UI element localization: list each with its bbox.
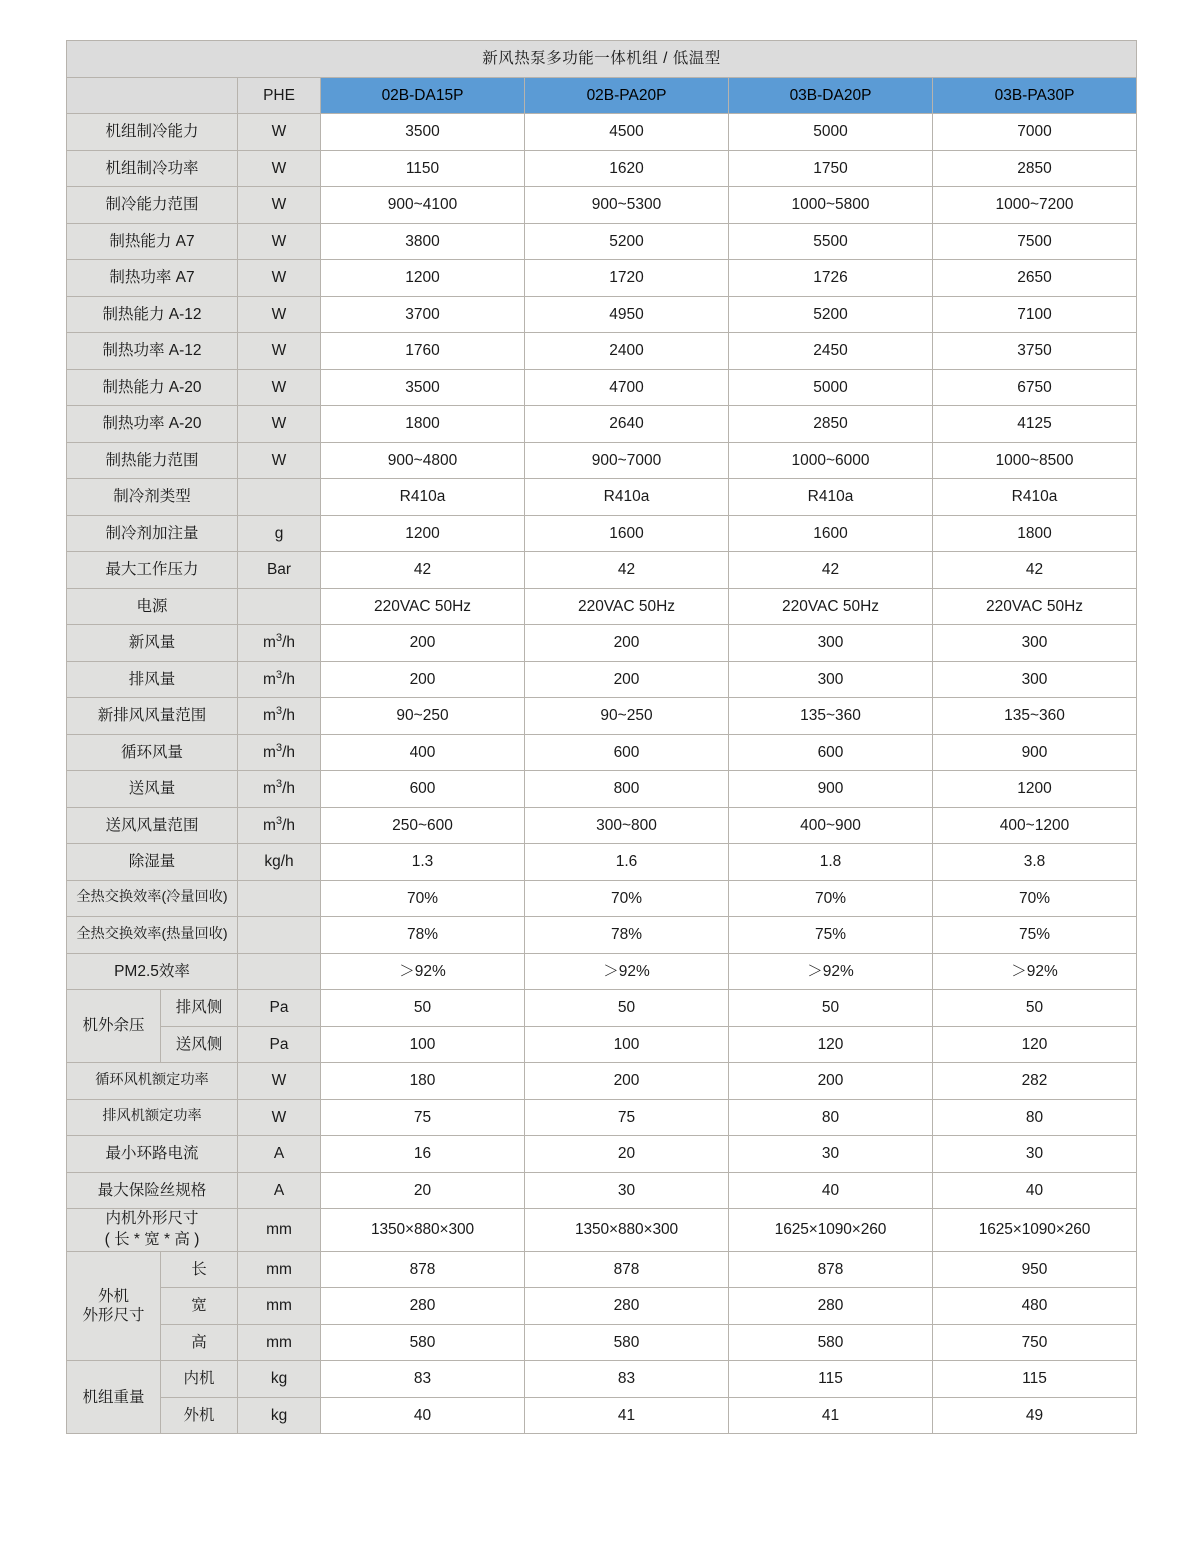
row-unit: $m^3/h$ — [238, 661, 321, 698]
row-unit: mm — [238, 1251, 321, 1288]
value-cell: 70% — [525, 880, 729, 917]
row-unit — [238, 953, 321, 990]
spec-row — [67, 260, 1137, 297]
value-cell: 900~5300 — [525, 187, 729, 224]
value-cell: 280 — [729, 1288, 933, 1325]
row-unit: A — [238, 1136, 321, 1173]
row-label: 送风量 — [67, 771, 238, 808]
value-cell: 1750 — [729, 150, 933, 187]
value-cell: 900~4100 — [321, 187, 525, 224]
row-label: 制冷能力范围 — [67, 187, 238, 224]
row-label: 制热能力 A-12 — [67, 296, 238, 333]
row-unit: mm — [238, 1288, 321, 1325]
row-unit — [238, 588, 321, 625]
value-cell: 200 — [729, 1063, 933, 1100]
value-cell: 5200 — [525, 223, 729, 260]
spec-row — [67, 369, 1137, 406]
value-cell: 4125 — [933, 406, 1137, 443]
value-cell: 1625×1090×260 — [729, 1209, 933, 1252]
group-label-outdoor-dimensions — [67, 1251, 161, 1361]
value-cell: 30 — [525, 1172, 729, 1209]
value-cell: 200 — [525, 625, 729, 662]
row-unit: $m^3/h$ — [238, 625, 321, 662]
value-cell: 135~360 — [729, 698, 933, 735]
value-cell: 1600 — [729, 515, 933, 552]
value-cell: 7000 — [933, 114, 1137, 151]
spec-row — [67, 223, 1137, 260]
value-cell: 83 — [321, 1361, 525, 1398]
value-cell: 1600 — [525, 515, 729, 552]
spec-row — [67, 588, 1137, 625]
row-label: 电源 — [67, 588, 238, 625]
spec-row — [67, 1099, 1137, 1136]
row-label: 机组制冷能力 — [67, 114, 238, 151]
value-cell: 41 — [729, 1397, 933, 1434]
value-cell: 3800 — [321, 223, 525, 260]
row-label: 循环风量 — [67, 734, 238, 771]
value-cell: 6750 — [933, 369, 1137, 406]
value-cell: 580 — [525, 1324, 729, 1361]
row-label-indoor-dimensions — [67, 1209, 238, 1252]
value-cell: 600 — [321, 771, 525, 808]
value-cell: 16 — [321, 1136, 525, 1173]
value-cell: 3500 — [321, 114, 525, 151]
spec-row — [67, 1063, 1137, 1100]
value-cell: 83 — [525, 1361, 729, 1398]
value-cell: 878 — [729, 1251, 933, 1288]
value-cell: 120 — [933, 1026, 1137, 1063]
spec-row — [67, 114, 1137, 151]
row-unit: W — [238, 406, 321, 443]
spec-row — [67, 406, 1137, 443]
value-cell: 250~600 — [321, 807, 525, 844]
value-cell: 1800 — [933, 515, 1137, 552]
value-cell: 5500 — [729, 223, 933, 260]
spec-row — [67, 807, 1137, 844]
value-cell: 1.6 — [525, 844, 729, 881]
spec-row — [67, 442, 1137, 479]
spec-row — [67, 333, 1137, 370]
sub-label: 内机 — [161, 1361, 238, 1398]
value-cell: 1350×880×300 — [321, 1209, 525, 1252]
value-cell: ＞92% — [933, 953, 1137, 990]
row-label: 制冷剂加注量 — [67, 515, 238, 552]
value-cell: 115 — [933, 1361, 1137, 1398]
value-cell: 20 — [525, 1136, 729, 1173]
row-label: 制热能力 A7 — [67, 223, 238, 260]
value-cell: R410a — [525, 479, 729, 516]
row-unit: Pa — [238, 1026, 321, 1063]
sub-label: 外机 — [161, 1397, 238, 1434]
spec-sheet — [66, 40, 1136, 1434]
spec-row — [67, 917, 1137, 954]
value-cell: 40 — [933, 1172, 1137, 1209]
spec-row — [67, 515, 1137, 552]
value-cell: ＞92% — [525, 953, 729, 990]
table-body — [67, 41, 1137, 1434]
value-cell: 42 — [525, 552, 729, 589]
value-cell: 78% — [321, 917, 525, 954]
value-cell: R410a — [321, 479, 525, 516]
row-label: 新排风风量范围 — [67, 698, 238, 735]
value-cell: 900~4800 — [321, 442, 525, 479]
value-cell: 30 — [729, 1136, 933, 1173]
value-cell: 200 — [525, 1063, 729, 1100]
value-cell: 800 — [525, 771, 729, 808]
value-cell: 1625×1090×260 — [933, 1209, 1137, 1252]
row-label: 制热功率 A-12 — [67, 333, 238, 370]
title-row — [67, 41, 1137, 78]
row-unit: W — [238, 369, 321, 406]
row-label: 送风风量范围 — [67, 807, 238, 844]
value-cell: 3.8 — [933, 844, 1137, 881]
value-cell: 1800 — [321, 406, 525, 443]
outdoor-dim-label-line1: 外机 — [97, 1287, 129, 1305]
value-cell: 70% — [729, 880, 933, 917]
row-label: 制热能力范围 — [67, 442, 238, 479]
value-cell: 120 — [729, 1026, 933, 1063]
row-unit: kg — [238, 1397, 321, 1434]
value-cell: 3700 — [321, 296, 525, 333]
row-label: 最小环路电流 — [67, 1136, 238, 1173]
value-cell: 300 — [729, 625, 933, 662]
value-cell: 50 — [321, 990, 525, 1027]
row-label: 最大保险丝规格 — [67, 1172, 238, 1209]
value-cell: 1720 — [525, 260, 729, 297]
row-label: 全热交换效率(冷量回收) — [67, 880, 238, 917]
model-header-3[interactable]: 03B-DA20P — [729, 77, 933, 114]
spec-row-indoor-dimensions — [67, 1209, 1137, 1252]
value-cell: 878 — [525, 1251, 729, 1288]
value-cell: 1.3 — [321, 844, 525, 881]
row-unit: A — [238, 1172, 321, 1209]
row-unit: W — [238, 333, 321, 370]
row-label: 新风量 — [67, 625, 238, 662]
value-cell: 100 — [525, 1026, 729, 1063]
value-cell: 70% — [321, 880, 525, 917]
value-cell: 41 — [525, 1397, 729, 1434]
row-unit: kg/h — [238, 844, 321, 881]
value-cell: 280 — [525, 1288, 729, 1325]
value-cell: 200 — [321, 625, 525, 662]
value-cell: 80 — [729, 1099, 933, 1136]
group-label-unit-weight: 机组重量 — [67, 1361, 161, 1434]
value-cell: 1200 — [321, 260, 525, 297]
spec-row — [67, 625, 1137, 662]
value-cell: 900 — [729, 771, 933, 808]
value-cell: 4950 — [525, 296, 729, 333]
value-cell: R410a — [729, 479, 933, 516]
row-unit — [238, 479, 321, 516]
value-cell: 400~1200 — [933, 807, 1137, 844]
spec-row — [67, 1136, 1137, 1173]
row-unit: W — [238, 187, 321, 224]
value-cell: 300 — [729, 661, 933, 698]
spec-row — [67, 552, 1137, 589]
value-cell: 115 — [729, 1361, 933, 1398]
row-unit: $m^3/h$ — [238, 807, 321, 844]
value-cell: 4500 — [525, 114, 729, 151]
row-unit: $m^3/h$ — [238, 771, 321, 808]
row-unit: W — [238, 223, 321, 260]
value-cell: 1200 — [321, 515, 525, 552]
outdoor-dim-label-line2: 外形尺寸 — [82, 1307, 145, 1325]
indoor-dim-label-line1: 内机外形尺寸 — [105, 1210, 199, 1227]
row-unit: W — [238, 442, 321, 479]
header-blank — [67, 77, 238, 114]
row-unit: W — [238, 260, 321, 297]
value-cell: 282 — [933, 1063, 1137, 1100]
row-unit: W — [238, 114, 321, 151]
value-cell: 1000~5800 — [729, 187, 933, 224]
value-cell: 600 — [729, 734, 933, 771]
value-cell: 42 — [933, 552, 1137, 589]
row-unit: W — [238, 1063, 321, 1100]
value-cell: 1.8 — [729, 844, 933, 881]
value-cell: 75 — [321, 1099, 525, 1136]
row-label: 除湿量 — [67, 844, 238, 881]
value-cell: 180 — [321, 1063, 525, 1100]
value-cell: 1000~6000 — [729, 442, 933, 479]
spec-row — [67, 479, 1137, 516]
value-cell: 300 — [933, 625, 1137, 662]
row-unit: W — [238, 1099, 321, 1136]
value-cell: ＞92% — [321, 953, 525, 990]
value-cell: 3750 — [933, 333, 1137, 370]
group-label-external-static-pressure: 机外余压 — [67, 990, 161, 1063]
model-header-1[interactable]: 02B-DA15P — [321, 77, 525, 114]
row-label: 制热功率 A-20 — [67, 406, 238, 443]
row-unit: $m^3/h$ — [238, 734, 321, 771]
value-cell: 1726 — [729, 260, 933, 297]
spec-row — [67, 844, 1137, 881]
spec-row — [67, 296, 1137, 333]
spec-row-grouped — [67, 1251, 1137, 1288]
spec-row-grouped — [67, 1288, 1137, 1325]
value-cell: 1000~8500 — [933, 442, 1137, 479]
row-label: 机组制冷功率 — [67, 150, 238, 187]
value-cell: 2400 — [525, 333, 729, 370]
value-cell: 2650 — [933, 260, 1137, 297]
value-cell: 1200 — [933, 771, 1137, 808]
row-label: 制热功率 A7 — [67, 260, 238, 297]
row-label: 最大工作压力 — [67, 552, 238, 589]
value-cell: 90~250 — [525, 698, 729, 735]
header-unit-label: PHE — [238, 77, 321, 114]
spec-row — [67, 1172, 1137, 1209]
value-cell: 600 — [525, 734, 729, 771]
value-cell: 220VAC 50Hz — [321, 588, 525, 625]
spec-row — [67, 187, 1137, 224]
page-title: 新风热泵多功能一体机组 / 低温型 — [67, 41, 1137, 78]
sub-label: 高 — [161, 1324, 238, 1361]
value-cell: 200 — [525, 661, 729, 698]
value-cell: 4700 — [525, 369, 729, 406]
value-cell: 70% — [933, 880, 1137, 917]
value-cell: 400~900 — [729, 807, 933, 844]
row-label: 制热能力 A-20 — [67, 369, 238, 406]
value-cell: 2850 — [729, 406, 933, 443]
value-cell: 300~800 — [525, 807, 729, 844]
value-cell: 42 — [729, 552, 933, 589]
spec-row — [67, 880, 1137, 917]
indoor-dim-label-line2: ( 长 * 宽 * 高 ) — [104, 1230, 200, 1248]
value-cell: 220VAC 50Hz — [525, 588, 729, 625]
row-unit: mm — [238, 1209, 321, 1252]
value-cell: R410a — [933, 479, 1137, 516]
value-cell: 580 — [321, 1324, 525, 1361]
value-cell: 750 — [933, 1324, 1137, 1361]
value-cell: 5000 — [729, 114, 933, 151]
header-row — [67, 77, 1137, 114]
value-cell: 200 — [321, 661, 525, 698]
value-cell: 7500 — [933, 223, 1137, 260]
row-unit — [238, 917, 321, 954]
value-cell: 280 — [321, 1288, 525, 1325]
specification-table — [66, 40, 1137, 1434]
value-cell: 580 — [729, 1324, 933, 1361]
row-label: 全热交换效率(热量回收) — [67, 917, 238, 954]
value-cell: 400 — [321, 734, 525, 771]
value-cell: 40 — [321, 1397, 525, 1434]
model-header-2[interactable]: 02B-PA20P — [525, 77, 729, 114]
value-cell: 2850 — [933, 150, 1137, 187]
value-cell: 900~7000 — [525, 442, 729, 479]
row-unit: mm — [238, 1324, 321, 1361]
row-label: 排风机额定功率 — [67, 1099, 238, 1136]
spec-row — [67, 953, 1137, 990]
value-cell: 80 — [933, 1099, 1137, 1136]
value-cell: 50 — [933, 990, 1137, 1027]
row-label: 循环风机额定功率 — [67, 1063, 238, 1100]
value-cell: 75% — [729, 917, 933, 954]
value-cell: 1150 — [321, 150, 525, 187]
value-cell: 30 — [933, 1136, 1137, 1173]
row-label: PM2.5效率 — [67, 953, 238, 990]
value-cell: 220VAC 50Hz — [729, 588, 933, 625]
sub-label: 宽 — [161, 1288, 238, 1325]
value-cell: 1000~7200 — [933, 187, 1137, 224]
value-cell: 5000 — [729, 369, 933, 406]
value-cell: 1620 — [525, 150, 729, 187]
row-unit: g — [238, 515, 321, 552]
value-cell: 950 — [933, 1251, 1137, 1288]
value-cell: 3500 — [321, 369, 525, 406]
value-cell: 40 — [729, 1172, 933, 1209]
value-cell: 5200 — [729, 296, 933, 333]
row-unit: W — [238, 150, 321, 187]
sub-label: 送风侧 — [161, 1026, 238, 1063]
value-cell: 480 — [933, 1288, 1137, 1325]
value-cell: 2640 — [525, 406, 729, 443]
value-cell: 1350×880×300 — [525, 1209, 729, 1252]
spec-row — [67, 150, 1137, 187]
model-header-4[interactable]: 03B-PA30P — [933, 77, 1137, 114]
value-cell: 900 — [933, 734, 1137, 771]
spec-row — [67, 771, 1137, 808]
row-label: 制冷剂类型 — [67, 479, 238, 516]
row-unit: kg — [238, 1361, 321, 1398]
value-cell: 878 — [321, 1251, 525, 1288]
value-cell: 1760 — [321, 333, 525, 370]
spec-row — [67, 734, 1137, 771]
sub-label: 长 — [161, 1251, 238, 1288]
value-cell: 49 — [933, 1397, 1137, 1434]
value-cell: 75% — [933, 917, 1137, 954]
value-cell: 300 — [933, 661, 1137, 698]
row-unit — [238, 880, 321, 917]
row-unit: W — [238, 296, 321, 333]
row-unit: $m^3/h$ — [238, 698, 321, 735]
value-cell: 135~360 — [933, 698, 1137, 735]
spec-row-grouped — [67, 990, 1137, 1027]
spec-row-grouped — [67, 1324, 1137, 1361]
row-unit: Pa — [238, 990, 321, 1027]
spec-row — [67, 698, 1137, 735]
value-cell: 75 — [525, 1099, 729, 1136]
value-cell: 220VAC 50Hz — [933, 588, 1137, 625]
value-cell: 2450 — [729, 333, 933, 370]
spec-row-grouped — [67, 1361, 1137, 1398]
value-cell: 50 — [729, 990, 933, 1027]
value-cell: 42 — [321, 552, 525, 589]
value-cell: 90~250 — [321, 698, 525, 735]
spec-row-grouped — [67, 1397, 1137, 1434]
value-cell: 50 — [525, 990, 729, 1027]
value-cell: ＞92% — [729, 953, 933, 990]
spec-row-grouped — [67, 1026, 1137, 1063]
value-cell: 100 — [321, 1026, 525, 1063]
value-cell: 7100 — [933, 296, 1137, 333]
row-unit: Bar — [238, 552, 321, 589]
row-label: 排风量 — [67, 661, 238, 698]
value-cell: 78% — [525, 917, 729, 954]
value-cell: 20 — [321, 1172, 525, 1209]
spec-row — [67, 661, 1137, 698]
sub-label: 排风侧 — [161, 990, 238, 1027]
